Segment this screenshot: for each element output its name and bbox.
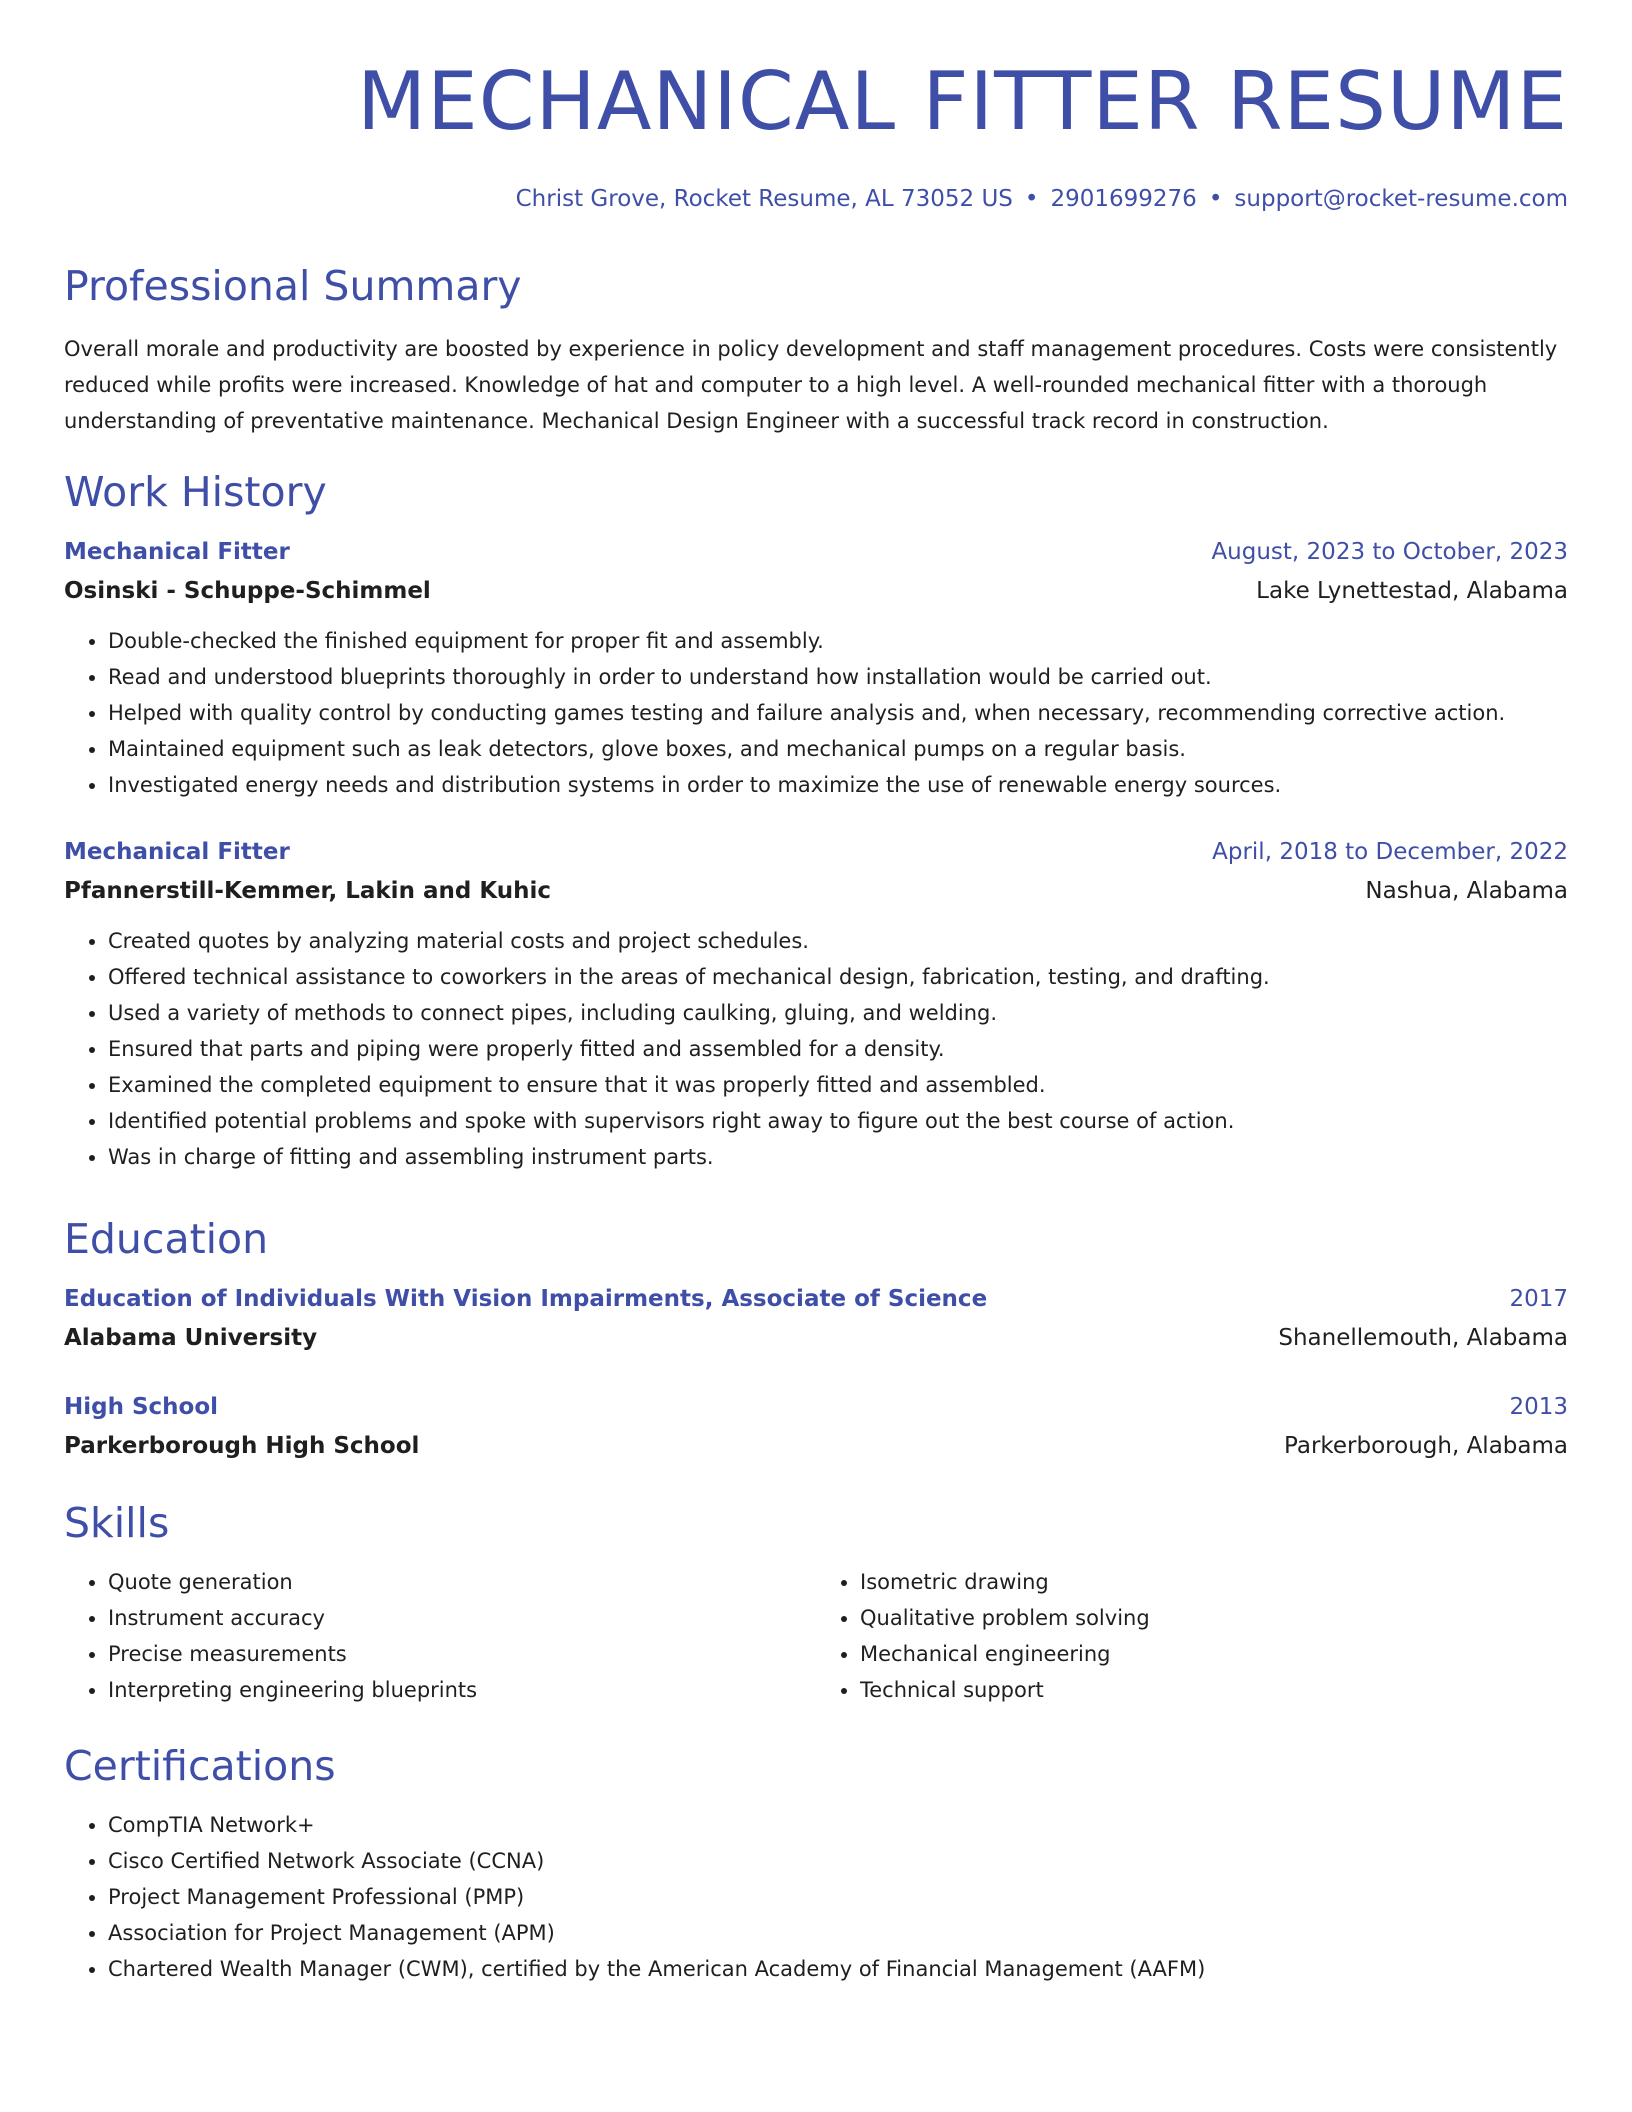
list-item: • Association for Project Management (APM) <box>108 1915 1568 1951</box>
list-item: • Ensured that parts and piping were properly fitted and assembled for a density. <box>108 1031 1568 1067</box>
skills-list-left <box>64 1564 816 1708</box>
list-item: • Offered technical assistance to coworkers in the areas of mechanical design, fabrication, testing, and drafting. <box>108 959 1568 995</box>
job-entry <box>64 541 1568 803</box>
graduation-year: 2013 <box>1509 1394 1568 1420</box>
list-item: • Created quotes by analyzing material costs and project schedules. <box>108 923 1568 959</box>
separator: • <box>1024 186 1039 212</box>
list-item: • Identified potential problems and spoke with supervisors right away to figure out the best course of action. <box>108 1103 1568 1139</box>
school-name: Alabama University <box>64 1325 318 1351</box>
school-location: Shanellemouth, Alabama <box>1278 1325 1568 1351</box>
list-item: • Qualitative problem solving <box>860 1600 1568 1636</box>
list-item: • Was in charge of fitting and assembling instrument parts. <box>108 1139 1568 1175</box>
list-item: • Investigated energy needs and distribution systems in order to maximize the use of renewable energy sources. <box>108 767 1568 803</box>
list-item: • Mechanical engineering <box>860 1636 1568 1672</box>
job-title: Mechanical Fitter <box>64 839 290 865</box>
list-item: • Double-checked the finished equipment for proper fit and assembly. <box>108 623 1568 659</box>
graduation-year: 2017 <box>1509 1286 1568 1312</box>
job-dates: August, 2023 to October, 2023 <box>1211 539 1568 565</box>
list-item: • Precise measurements <box>108 1636 816 1672</box>
address: Christ Grove, Rocket Resume, AL 73052 US <box>515 186 1013 212</box>
work-history-section <box>64 468 1568 1175</box>
company-name: Pfannerstill-Kemmer, Lakin and Kuhic <box>64 878 551 904</box>
skills-list-right <box>816 1564 1568 1708</box>
education-entry <box>64 1396 1568 1458</box>
list-item: • Isometric drawing <box>860 1564 1568 1600</box>
list-item: • Maintained equipment such as leak detectors, glove boxes, and mechanical pumps on a regular basis. <box>108 731 1568 767</box>
company-name: Osinski - Schuppe-Schimmel <box>64 578 431 604</box>
summary-text: Overall morale and productivity are boosted by experience in policy development and staff management procedures. Costs were consistently reduced while profits were increased. Knowledge of hat and computer to a high level. A well-rounded mechanical fitter with a thorough understanding of preventative maintenance. Mechanical Design Engineer with a successful track record in construction. <box>64 337 1558 433</box>
list-item: • Interpreting engineering blueprints <box>108 1672 816 1708</box>
separator: • <box>1208 186 1223 212</box>
list-item: • Instrument accuracy <box>108 1600 816 1636</box>
phone: 2901699276 <box>1050 186 1197 212</box>
page-title: MECHANICAL FITTER RESUME <box>357 55 1568 148</box>
job-title: Mechanical Fitter <box>64 539 290 565</box>
contact-line <box>64 188 1568 211</box>
skills-columns <box>64 1564 1568 1708</box>
section-heading-summary: Professional Summary <box>64 262 522 310</box>
school-location: Parkerborough, Alabama <box>1284 1433 1568 1459</box>
certifications-section <box>64 1742 1568 1987</box>
section-heading-skills: Skills <box>64 1499 170 1547</box>
job-location: Lake Lynettestad, Alabama <box>1256 578 1568 604</box>
education-entry <box>64 1288 1568 1350</box>
list-item: • Project Management Professional (PMP) <box>108 1879 1568 1915</box>
email-link[interactable]: support@rocket-resume.com <box>1234 186 1568 212</box>
section-heading-work: Work History <box>64 468 327 516</box>
job-dates: April, 2018 to December, 2022 <box>1212 839 1568 865</box>
list-item: • Helped with quality control by conducting games testing and failure analysis and, when necessary, recommending corrective action. <box>108 695 1568 731</box>
list-item: • Used a variety of methods to connect pipes, including caulking, gluing, and welding. <box>108 995 1568 1031</box>
degree-name: High School <box>64 1394 219 1420</box>
education-section <box>64 1215 1568 1459</box>
list-item: • Cisco Certified Network Associate (CCNA) <box>108 1843 1568 1879</box>
job-duties <box>64 623 1568 803</box>
job-entry <box>64 841 1568 1175</box>
job-duties <box>64 923 1568 1175</box>
skills-section <box>64 1499 1568 1708</box>
list-item: • Read and understood blueprints thoroughly in order to understand how installation would be carried out. <box>108 659 1568 695</box>
job-location: Nashua, Alabama <box>1365 878 1568 904</box>
list-item: • Examined the completed equipment to ensure that it was properly fitted and assembled. <box>108 1067 1568 1103</box>
summary-section <box>64 262 1568 439</box>
certifications-list <box>64 1807 1568 1987</box>
section-heading-certifications: Certifications <box>64 1742 336 1790</box>
list-item: • Technical support <box>860 1672 1568 1708</box>
degree-name: Education of Individuals With Vision Impairments, Associate of Science <box>64 1286 988 1312</box>
school-name: Parkerborough High School <box>64 1433 420 1459</box>
section-heading-education: Education <box>64 1215 269 1263</box>
list-item: • Chartered Wealth Manager (CWM), certified by the American Academy of Financial Management (AAFM) <box>108 1951 1568 1987</box>
list-item: • Quote generation <box>108 1564 816 1600</box>
list-item: • CompTIA Network+ <box>108 1807 1568 1843</box>
